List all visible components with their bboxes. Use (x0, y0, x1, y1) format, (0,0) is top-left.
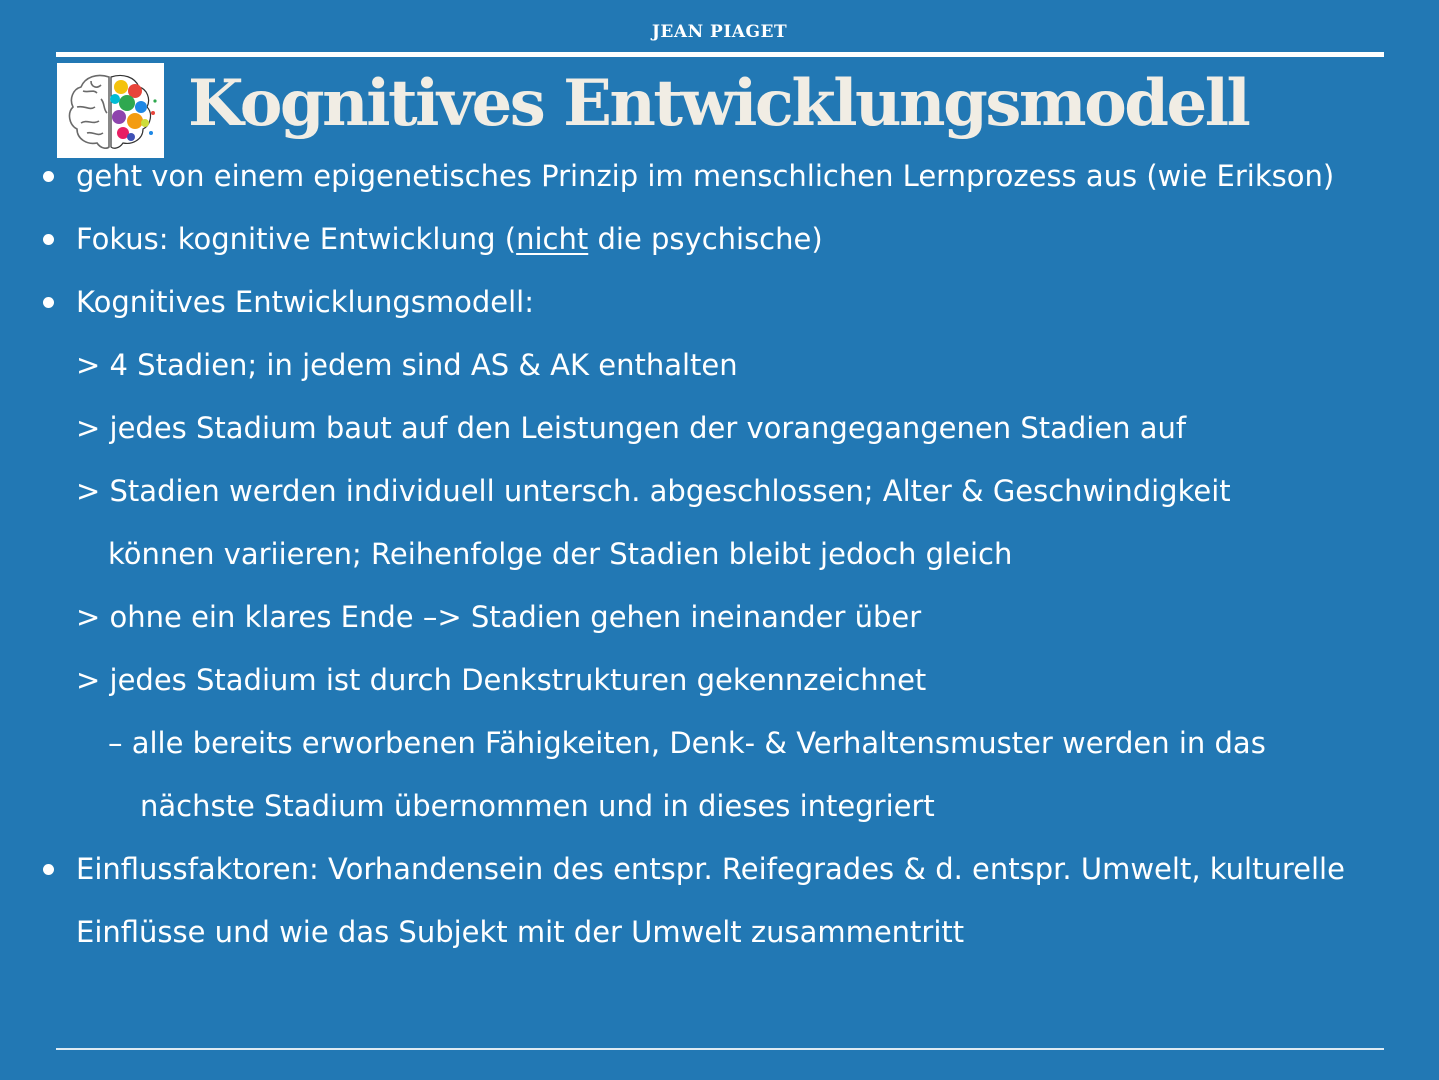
header-label: JEAN PIAGET (651, 22, 788, 42)
page-title: Kognitives Entwicklungsmodell (188, 66, 1249, 141)
bullet-dot (43, 864, 54, 875)
bullet-item-continuation: Einflüsse und wie das Subjekt mit der Umwelt zusammentritt (76, 915, 965, 949)
sub-item-continuation: können variieren; Reihenfolge der Stadien bleibt jedoch gleich (108, 537, 1013, 571)
underlined-word: nicht (516, 222, 589, 256)
sub-item: > jedes Stadium baut auf den Leistungen der vorangegangenen Stadien auf (76, 411, 1187, 445)
sub-item: > Stadien werden individuell untersch. abgeschlossen; Alter & Geschwindigkeit (76, 474, 1231, 508)
bullet-item (76, 219, 823, 259)
bullet-text: die psychische) (588, 222, 823, 256)
bullet-dot (43, 234, 54, 245)
bullet-item: Einflussfaktoren: Vorhandensein des entspr. Reifegrades & d. entspr. Umwelt, kulturelle (76, 852, 1345, 886)
sub-item: > ohne ein klares Ende –> Stadien gehen ineinander über (76, 600, 922, 634)
bullet-text: Fokus: kognitive Entwicklung ( (76, 222, 517, 256)
bottom-divider (56, 1048, 1384, 1050)
sub-item: > jedes Stadium ist durch Denkstrukturen gekennzeichnet (76, 663, 927, 697)
bullet-item: geht von einem epigenetisches Prinzip im menschlichen Lernprozess aus (wie Erikson) (76, 159, 1335, 193)
sub-item: > 4 Stadien; in jedem sind AS & AK enthalten (76, 348, 738, 382)
bullet-dot (43, 297, 54, 308)
bullet-dot (43, 171, 54, 182)
dash-item-continuation: nächste Stadium übernommen und in dieses integriert (140, 789, 935, 823)
bullet-item: Kognitives Entwicklungsmodell: (76, 285, 534, 319)
dash-item: – alle bereits erworbenen Fähigkeiten, Denk- & Verhaltensmuster werden in das (108, 726, 1266, 760)
